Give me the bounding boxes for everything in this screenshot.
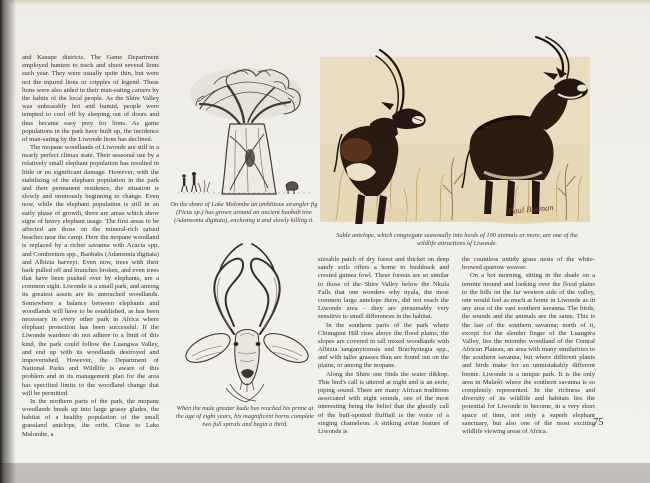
kudu-neck-hatching xyxy=(226,384,264,402)
text-column-4 xyxy=(462,256,595,436)
text-column-3 xyxy=(318,256,449,436)
sable-antelope-painting xyxy=(320,34,593,224)
sable-painting-figure xyxy=(320,34,593,224)
paragraph: On a hot morning, sitting in the shade on a termite mound and looking over the flood plains to the hills on the far western side of the valley, one would feel as much at home in Liwonde as in any area of the vast southern savanna. The birds, the sounds and the animals are the same. This is the last of the southern savanna; north of it, except for the slender finger of the Luangwa Valley, lies the miombo woodland of the Central African Plateau, an area with many similarities to the southern savanna, but where different plants and birds make for an unmistakably different biome. Liwonde is a unique park. It is the only area in Malaŵi where the southern savanna is so completely represented. In the richness and diversity of its wildlife and habitats lies the potential for Liwonde to become, in a very short space of time, not only a superb elephant sanctuary, but also one of the most exciting wildlife viewing areas of Africa. xyxy=(462,272,595,435)
page-number: 75 xyxy=(593,417,604,428)
paragraph: and Kasupe districts. The Game Department employed hunters to track and shoot several lions each year. They were usually quite thin, but were not the injured lions or cripples of legend. These lions were also aided in their man-eating careers by the habits of the local people. As the Shire Valley was unbearably hot and humid, people were tempted to cool off by sleeping out of doors and thus became easy prey for lions. As game populations in the park have built up, the incidence of man-eating by the Liwonde lions has declined. xyxy=(22,54,159,143)
artist-signature: Paul Bosman xyxy=(507,202,554,216)
book-binding-shadow xyxy=(0,0,16,483)
sable-caption: Sable antelope, which congregate seasonally into herds of 100 animals or more, are one of the wildlife attractions of Liwonde. xyxy=(336,232,578,247)
paragraph: sizeable patch of dry forest and thicket on deep sandy soils offers a home to bushbuck and crested guinea fowl. These forests are so similar to those of the Shire Valley below the Nkula Falls that one wonders why nyala, the most common large antelope there, did not reach the Liwonde area – they are presumably very sensitive to small differences in the habitat. xyxy=(318,256,449,321)
baobab-crown xyxy=(190,68,302,124)
paragraph: Along the Shire one finds the water dikkop. This bird's call is uttered at night and is an eerie, piping sound. There are many African traditions associated with night sounds, one of the most interesting being the belief that the ghostly call of the buff-spotted flufftail is the voice of a singing chameleon. A striking avian feature of Liwonde is xyxy=(318,370,449,435)
greater-kudu-head-sketch-icon xyxy=(180,236,314,404)
small-animal-sketch xyxy=(286,182,298,194)
paragraph: The mopane woodlands of Liwonde are still in a nearly perfect climax state. Their seasonal use by a relatively small elephant population has resulted in little or no significant damage. However, with the stabilizing of the elephant population in the park and their permanent residence, the situation is slowly and ominously beginning to change. Even now, while the elephant population is still in an early phase of growth, there are areas which show signs of heavy elephant usage. The first areas to be affected are those on the mineral-rich raised beaches near the camp. Here the mopane woodland is replaced by a richer savanna with Acacia spp. and Combretum spp., Baobabs (Adansonia digitata) and Albizia harveyi. Even now, trees with their bark pulled off and branches broken, and even trees that have been pushed over by elephants, are a common sight. Liwonde is a small park, and among its greatest assets are its untouched woodlands. Somewhere a balance between elephants and woodlands will have to be established, as has been necessary in every other park in Africa where elephant protection has been successful. If the Liwonde wardens do not adhere to a limit of this kind, the park could follow the Luangwa Valley, and end up with its woodlands destroyed and impoverished. However, the Department of National Parks and Wildlife is aware of this problem and in its management plan for the area has specified limits to the woodland change that will be permitted. xyxy=(22,144,159,397)
baobab-caption: On the shore of Lake Malombe an ambitious strangler fig (Ficus sp.) has grown around an ancient baobab tree (Adansonia digitata), enclosing it and slowly killing it. xyxy=(170,201,318,224)
paragraph: In the northern parts of the park, the mopane woodlands break up into large grassy glades, the habitat of a healthy population of the small grassland antelope, the oribi. Close to Lake Malombe, a xyxy=(22,397,159,438)
kudu-horns xyxy=(214,244,279,334)
scan-top-edge xyxy=(10,0,650,5)
paragraph: In the southern parts of the park where Chiunguni Hill rises above the flood plains, the slopes are covered in tall mixed woodlands with Albizia tanganyicensis and Brachystegia spp., and with taller grasses than are found out on the plains, or among the mopane. xyxy=(318,321,449,370)
baobab-figure xyxy=(170,54,318,200)
baobab-strangler-fig-sketch-icon xyxy=(170,54,318,200)
paragraph: the countless untidy grass nests of the white-browed sparrow weaver. xyxy=(462,256,595,272)
kudu-face xyxy=(226,330,264,403)
kudu-figure xyxy=(180,236,314,404)
baobab-trunk xyxy=(222,124,276,194)
text-column-1 xyxy=(22,54,159,439)
kudu-caption: When the male greater kudu has reached his prime at the age of eight years, his magnificent horns complete two full spirals and begin a third. xyxy=(175,405,315,428)
